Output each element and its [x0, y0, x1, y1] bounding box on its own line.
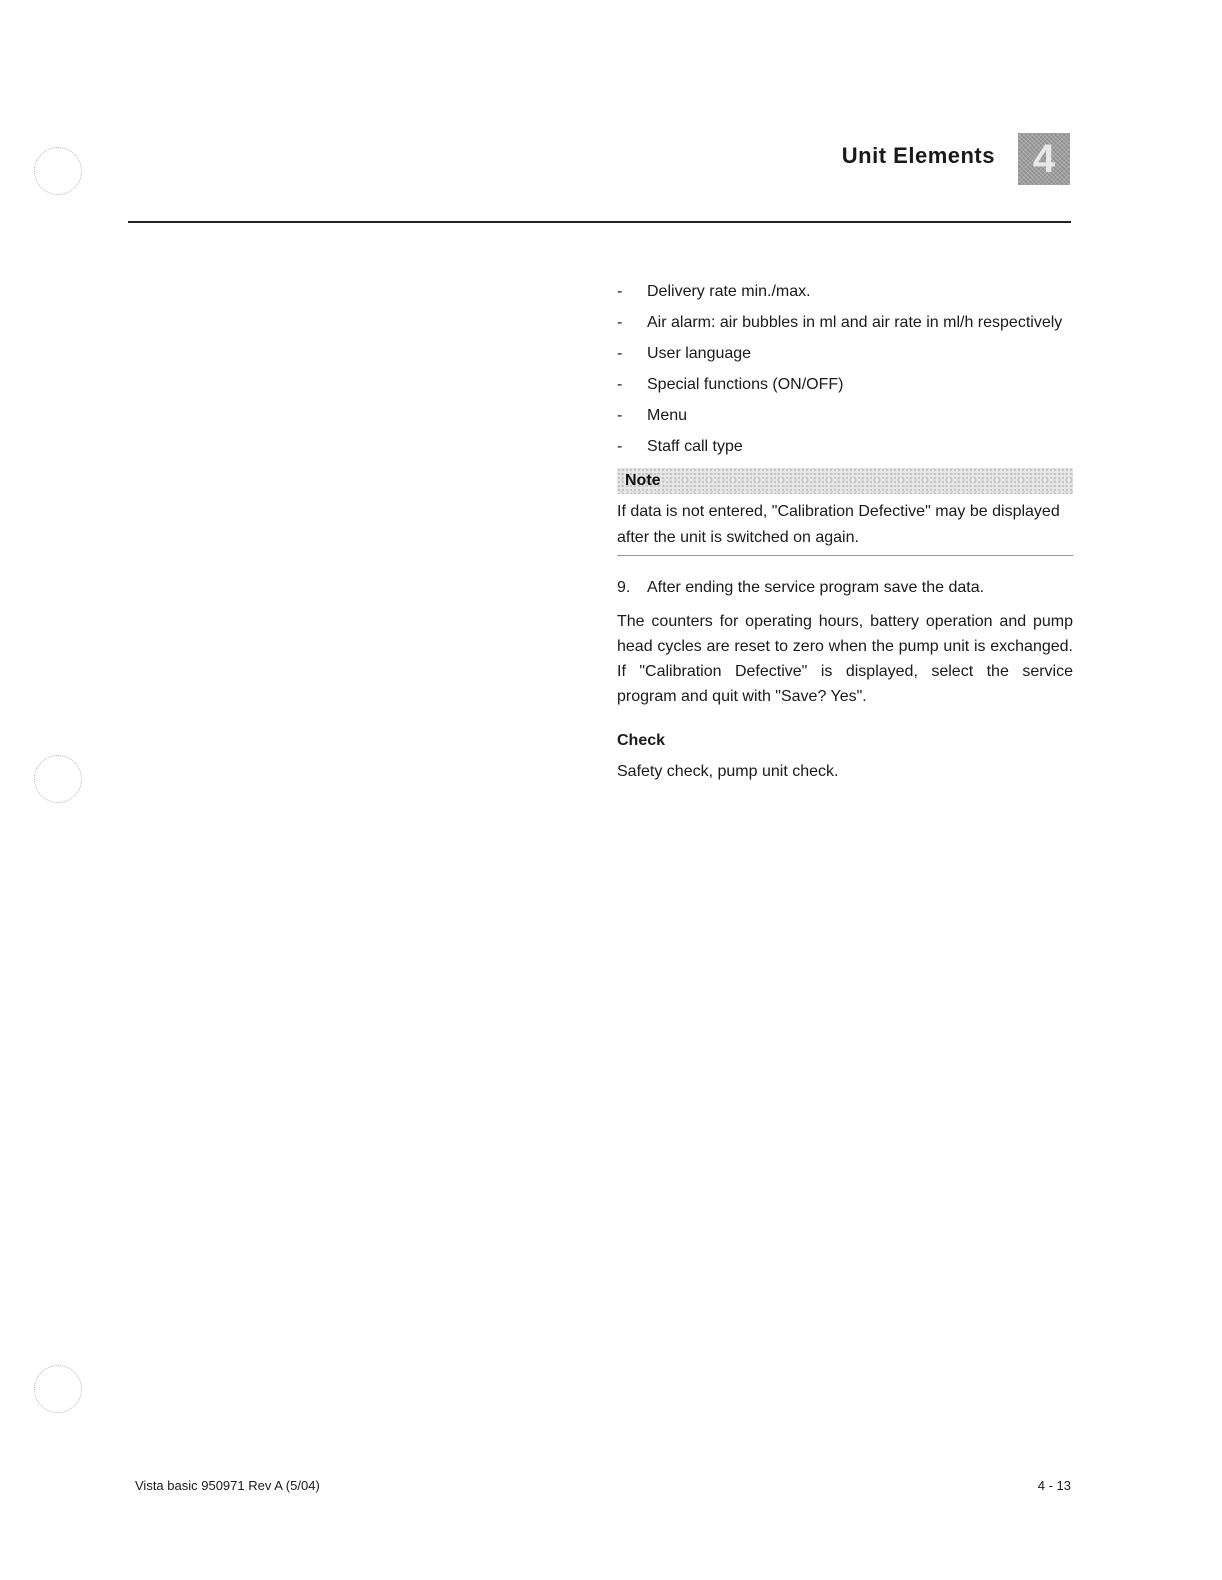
list-item [617, 375, 1073, 395]
list-item-text: Air alarm: air bubbles in ml and air rate in ml/h respectively [647, 314, 1063, 331]
note-banner [617, 468, 1073, 494]
list-item-text: Menu [647, 407, 688, 424]
list-item [617, 344, 1073, 364]
main-content [617, 282, 1073, 782]
list-dash: - [617, 407, 623, 424]
step-item [617, 578, 1073, 598]
list-item-text: User language [647, 345, 752, 362]
list-item [617, 406, 1073, 426]
list-item-text: Special functions (ON/OFF) [647, 376, 844, 393]
list-dash: - [617, 345, 623, 362]
list-item [617, 313, 1073, 333]
list-dash: - [617, 314, 623, 331]
note-label: Note [625, 472, 661, 489]
step-text: After ending the service program save the data. [647, 579, 985, 596]
header-divider [128, 221, 1071, 223]
check-text: Safety check, pump unit check. [617, 763, 839, 780]
footer-document-id: Vista basic 950971 Rev A (5/04) [135, 1478, 320, 1493]
punch-hole-middle [34, 755, 82, 803]
page-title: Unit Elements [841, 143, 995, 168]
settings-list [617, 282, 1073, 457]
chapter-number-badge: 4 [1018, 133, 1070, 185]
list-dash: - [617, 376, 623, 393]
check-heading: Check [617, 732, 666, 749]
punch-hole-bottom [34, 1365, 82, 1413]
punch-hole-top [34, 147, 82, 195]
list-item-text: Staff call type [647, 438, 743, 455]
footer-page-number: 4 - 13 [1037, 1478, 1071, 1493]
note-divider [617, 555, 1073, 556]
note-text: If data is not entered, "Calibration Defective" may be displayed after the unit is switched on again. [617, 503, 1060, 546]
list-dash: - [617, 283, 623, 300]
list-dash: - [617, 438, 623, 455]
info-paragraph: The counters for operating hours, battery operation and pump head cycles are reset to zero when the pump unit is exchanged. If "Calibration Defective" is displayed, select the service program and quit with "Save? Yes". [617, 613, 1073, 705]
step-number: 9. [617, 579, 631, 596]
list-item-text: Delivery rate min./max. [647, 283, 811, 300]
list-item [617, 437, 1073, 457]
list-item [617, 282, 1073, 302]
